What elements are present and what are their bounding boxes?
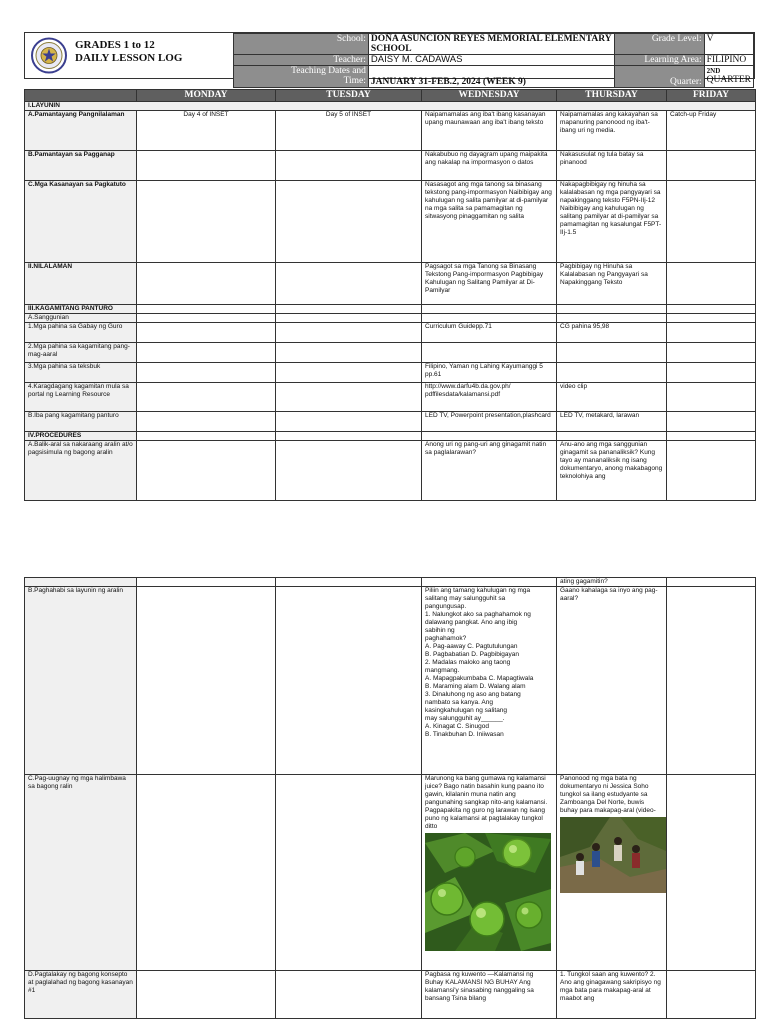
cell-thursday: Nakapagbibigay ng hinuha sa kalalabasan ng mga pangyayari sa napakinggang teksto F5PN-IIj-12 Naibibigay ang kahulugan ng salitang pamilyar at di-pamilyar sa pamamagitan ng kasalungat F5PT-IIj-1.5 (557, 181, 667, 263)
teaching-dates-value: JANUARY 31-FEB.2, 2024 (WEEK 9) (368, 66, 614, 88)
table-row (25, 587, 756, 775)
header-info-grid (233, 33, 754, 88)
row-label: C.Pag-uugnay ng mga halimbawa sa bagong ralin (25, 775, 137, 971)
text-line: B. Tinakbuhan D. Iniiwasan (425, 731, 504, 738)
table-row (25, 343, 756, 363)
table-row (25, 102, 756, 111)
table-row (25, 412, 756, 432)
section-kagamitang-panturo: III.KAGAMITANG PANTURO (25, 305, 137, 314)
teacher-value: DAISY M. CADAWAS (368, 55, 614, 66)
learning-area-value: FILIPINO (704, 55, 753, 66)
text-line: dalawang pangkat. Ano ang ibig (425, 619, 518, 626)
text-line: A. Pag-aaway C. Pagtutulungan (425, 643, 518, 650)
cell-wednesday: Curriculum Guidepp.71 (422, 323, 557, 343)
text-line: salitang may salungguhit sa (425, 595, 506, 602)
day-wednesday: WEDNESDAY (422, 90, 557, 102)
table-row (25, 432, 756, 441)
table-row (25, 383, 756, 412)
cell-wednesday: Anong uri ng pang-uri ang ginagamit natin sa paglalarawan? (422, 441, 557, 501)
table-row (25, 111, 756, 151)
cell-wednesday: Nakabubuo ng dayagram upang maipakita ang nakalap na impormasyon o datos (422, 151, 557, 181)
title-line-2: DAILY LESSON LOG (75, 52, 183, 64)
text-line: sabihin ng (425, 627, 455, 634)
quarter-value: QUARTER (706, 75, 751, 85)
calamansi-intro-text: Marunong ka bang gumawa ng kalamansi juice? Bago natin basahin kung paano ito gawin, kilalanin muna natin ang pangunahing sangkap nito-ang kalamansi. Pagpapakita ng guro ng larawan ng isang puno ng kalamansi at pagtalakay tungkol ditto (425, 775, 548, 830)
text-line: A. Mapagpakumbaba C. Mapagtiwala (425, 675, 534, 682)
text-line: 1. Nalungkot ako sa paghahamok ng (425, 611, 531, 618)
cell-thursday: 1. Tungkol saan ang kuwento? 2. Ano ang ginagawang sakripisyo ng mga bata para makapag-aral at maabot ang (557, 971, 667, 1019)
section-layunin: I.LAYUNIN (25, 102, 756, 111)
table-row (25, 314, 756, 323)
document-title (75, 39, 182, 65)
row-label: C.Mga Kasanayan sa Pagkatuto (25, 181, 137, 263)
cell-friday: Catch-up Friday (667, 111, 756, 151)
day-monday: MONDAY (137, 90, 276, 102)
lesson-log-table-page-2 (24, 577, 756, 1019)
documentary-text: Panonood ng mga bata ng dokumentaryo ni Jessica Soho tungkol sa ilang estudyante sa Zamboanga Del Norte, buwis buhay para makapag-aral (video- (560, 775, 656, 814)
text-line: 2. Madalas maloko ang taong (425, 659, 511, 666)
school-label: School: (234, 34, 369, 55)
text-line: 3. Dinaluhong ng aso ang batang (425, 691, 521, 698)
table-row (25, 151, 756, 181)
cell-thursday: video clip (557, 383, 667, 412)
table-row (25, 305, 756, 314)
cell-monday: Day 4 of INSET (137, 111, 276, 151)
text-line: Piliin ang tamang kahulugan ng mga (425, 587, 531, 594)
quarter-ordinal: 2ND (706, 67, 721, 75)
text-line: B. Maraming alam D. Walang alam (425, 683, 526, 690)
text-line: B. Pagbabatian D. Pagbibigayan (425, 651, 519, 658)
row-label: 2.Mga pahina sa kagamitang pang-mag-aaral (25, 343, 137, 363)
table-row (25, 323, 756, 343)
teaching-dates-label: Teaching Dates and (291, 66, 366, 76)
row-label: B.Pamantayan sa Pagganap (25, 151, 137, 181)
text-line: may salungguhit ay______. (425, 715, 505, 722)
title-line-1: GRADES 1 to 12 (75, 39, 155, 51)
cell-wednesday (422, 775, 557, 971)
lesson-log-table-page-1 (24, 89, 756, 501)
cell-thursday: Nakasusulat ng tula batay sa pinanood (557, 151, 667, 181)
row-label: 1.Mga pahina sa Gabay ng Guro (25, 323, 137, 343)
deped-seal (25, 33, 73, 78)
text-line: mangmang. (425, 667, 460, 674)
table-row (25, 578, 756, 587)
cell-wednesday: LED TV, Powerpoint presentation,plashcard (422, 412, 557, 432)
cell-tuesday: Day 5 of INSET (276, 111, 422, 151)
cell-wednesday: Pagsagot sa mga Tanong sa Binasang Tekstong Pang-impormasyon Pagbibigay Kahulugan ng Salitang Pamilyar at Di-Pamilyar (422, 263, 557, 305)
cell-wednesday: http://www.darfu4b.da.gov.ph/ pdffilesdata/kalamansi.pdf (422, 383, 557, 412)
cell-thursday: Anu-ano ang mga sanggunian ginagamit sa pananaliksik? Kung tayo ay mananaliksik ng isang dokumentaryo, anong makabagong teknolohiya ang (557, 441, 667, 501)
text-line: nambato sa kanya. Ang (425, 699, 493, 706)
section-procedures: IV.PROCEDURES (25, 432, 137, 441)
row-label: B.Iba pang kagamitang panturo (25, 412, 137, 432)
cell-thursday: ating gagamitin? (557, 578, 667, 587)
row-label: B.Paghahabi sa layunin ng aralin (25, 587, 137, 775)
table-row (25, 971, 756, 1019)
cell-wednesday: Filipino, Yaman ng Lahing Kayumanggi 5 pp.61 (422, 363, 557, 383)
cell-wednesday (422, 587, 557, 775)
table-row (25, 181, 756, 263)
school-value: DOÑA ASUNCION REYES MEMORIAL ELEMENTARY SCHOOL (368, 34, 614, 55)
text-line: paghahamok? (425, 635, 467, 642)
calamansi-tree-image (425, 833, 553, 954)
table-row (25, 775, 756, 971)
teacher-label: Teacher: (234, 55, 369, 66)
cell-wednesday: Pagbasa ng kuwento —Kalamansi ng Buhay KALAMANSI NG BUHAY Ang kalamansi'y sinasabing nanggaling sa bansang Tsina bilang (422, 971, 557, 1019)
lesson-log-header (24, 32, 755, 87)
row-label: 3.Mga pahina sa teksbuk (25, 363, 137, 383)
cell-thursday: Gaano kahalaga sa inyo ang pag-aaral? (557, 587, 667, 775)
text-line: kasingkahulugan ng salitang (425, 707, 508, 714)
cell-thursday: CG pahina 95,98 (557, 323, 667, 343)
row-label: 4.Karagdagang kagamitan mula sa portal ng Learning Resource (25, 383, 137, 412)
table-row (25, 363, 756, 383)
row-label: D.Pagtalakay ng bagong konsepto at paglalahad ng bagong kasanayan #1 (25, 971, 137, 1019)
row-label: A.Pamantayang Pangnilalaman (25, 111, 137, 151)
row-label: II.NILALAMAN (25, 263, 137, 305)
cell-thursday: Naipamamalas ang kakayahan sa mapanuring panonood ng iba't-ibang uri ng media. (557, 111, 667, 151)
day-tuesday: TUESDAY (276, 90, 422, 102)
quarter-label: Quarter: (615, 66, 704, 88)
table-row (25, 441, 756, 501)
day-header-row (25, 90, 756, 102)
day-friday: FRIDAY (667, 90, 756, 102)
text-line: A. Kinagat C. Sinugod (425, 723, 489, 730)
table-row (25, 263, 756, 305)
cell-thursday (557, 775, 667, 971)
cell-thursday: LED TV, metakard, larawan (557, 412, 667, 432)
row-label: A.Sanggunian (25, 314, 137, 323)
cell-wednesday: Naipamamalas ang iba't ibang kasanayan upang maunawaan ang iba't ibang teksto (422, 111, 557, 151)
students-hiking-image (560, 817, 663, 896)
text-line: pangungusap. (425, 603, 467, 610)
teaching-time-label: Time: (343, 75, 366, 86)
learning-area-label: Learning Area: (615, 55, 704, 66)
row-label: A.Balik-aral sa nakaraang aralin at/o pagsisimula ng bagong aralin (25, 441, 137, 501)
cell-wednesday: Nasasagot ang mga tanong sa binasang tekstong pang-impormasyon Naibibigay ang kahulugan ng salita pamilyar at di-pamilyar na mga salita sa pamamagitan ng sitwasyong pinaggamitan ng salita (422, 181, 557, 263)
grade-level-value: V (704, 34, 753, 55)
day-thursday: THURSDAY (557, 90, 667, 102)
cell-thursday: Pagbibigay ng Hinuha sa Kalalabasan ng Pangyayari sa Napakinggang Teksto (557, 263, 667, 305)
grade-level-label: Grade Level: (615, 34, 704, 55)
